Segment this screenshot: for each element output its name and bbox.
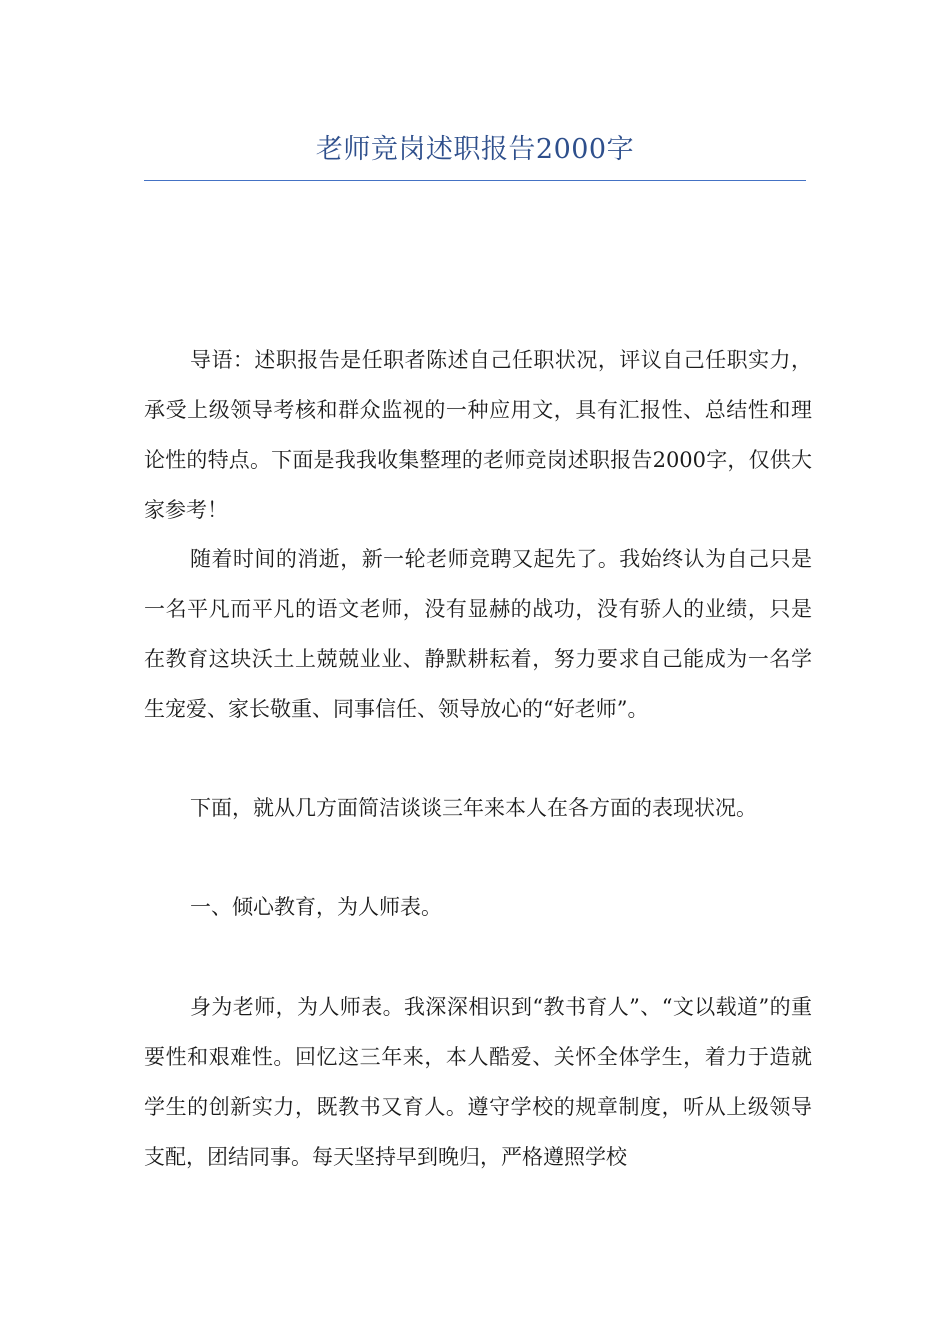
section-heading-1: 一、倾心教育，为人师表。 [190,895,442,919]
document-title: 老师竞岗述职报告2000字 [315,134,635,165]
paragraph-transition: 下面，就从几方面简洁谈谈三年来本人在各方面的表现状况。 [190,796,757,820]
paragraph-opening: 随着时间的消逝，新一轮老师竞聘又起先了。我始终认为自己只是一名平凡而平凡的语文老师，没有显赫的战功，没有骄人的业绩，只是在教育这块沃土上兢兢业业、静默耕耘着，努力要求自己能成为一名学生宠爱、家长敬重、同事信任、领导放心的“好老师”。 [144,547,812,721]
paragraph-intro: 导语：述职报告是任职者陈述自己任职状况，评议自己任职实力，承受上级领导考核和群众监视的一种应用文，具有汇报性、总结性和理论性的特点。下面是我我收集整理的老师竞岗述职报告2000字，仅供大家参考！ [144,348,812,522]
paragraph-section-1: 身为老师，为人师表。我深深相识到“教书育人”、“文以载道”的重要性和艰难性。回忆这三年来，本人酷爱、关怀全体学生，着力于造就学生的创新实力，既教书又育人。遵守学校的规章制度，听从上级领导支配，团结同事。每天坚持早到晚归，严格遵照学校 [144,995,812,1169]
title-underline [144,180,806,181]
